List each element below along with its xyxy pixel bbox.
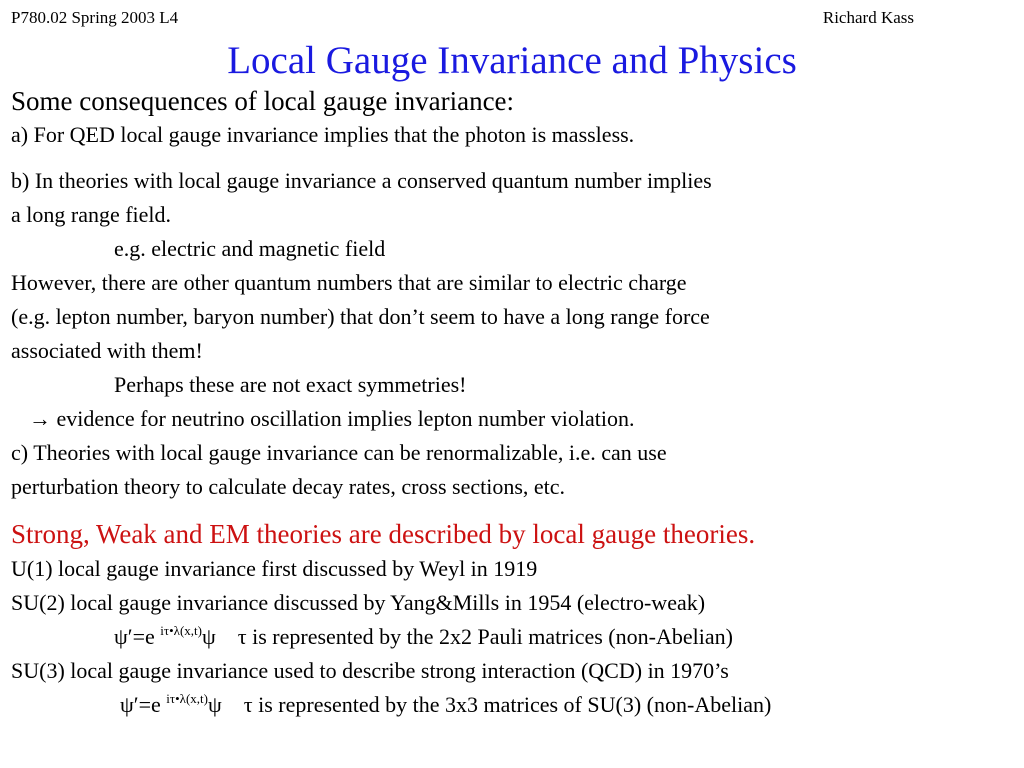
su2-eq-base: ψ′=e — [114, 624, 155, 649]
point-c-line-1: c) Theories with local gauge invariance can be renormalizable, i.e. can use — [11, 440, 667, 465]
slide-title: Local Gauge Invariance and Physics — [227, 39, 797, 82]
evidence-line — [11, 402, 1016, 436]
su2-line: SU(2) local gauge invariance discussed by Yang&Mills in 1954 (electro-weak) — [11, 590, 706, 615]
however-line-3: associated with them! — [11, 338, 203, 363]
su3-line: SU(3) local gauge invariance used to describe strong interaction (QCD) in 1970’s — [11, 658, 729, 683]
su2-eq-desc: τ is represented by the 2x2 Pauli matrices (non-Abelian) — [237, 624, 733, 649]
point-c-line-2: perturbation theory to calculate decay rates, cross sections, etc. — [11, 474, 566, 499]
su2-eq-psi: ψ — [201, 624, 216, 649]
author-header: Richard Kass — [822, 8, 914, 27]
point-b-example: e.g. electric and magnetic field — [114, 236, 386, 261]
arrow-icon: → — [29, 406, 51, 431]
however-line-2: (e.g. lepton number, baryon number) that don’t seem to have a long range force — [11, 304, 710, 329]
evidence-text: evidence for neutrino oscillation implies lepton number violation. — [56, 406, 635, 431]
highlight-statement: Strong, Weak and EM theories are described by local gauge theories. — [11, 519, 756, 549]
point-b-line-1: b) In theories with local gauge invariance a conserved quantum number implies — [11, 168, 712, 193]
perhaps-line: Perhaps these are not exact symmetries! — [114, 372, 467, 397]
su3-eq-base: ψ′=e — [120, 692, 161, 717]
su2-eq-exponent: iτ•λ(x,t) — [160, 623, 202, 638]
su3-eq-desc: τ is represented by the 3x3 matrices of SU(3) (non-Abelian) — [243, 692, 772, 717]
point-a: a) For QED local gauge invariance implies that the photon is massless. — [11, 122, 635, 147]
u1-line: U(1) local gauge invariance first discussed by Weyl in 1919 — [11, 556, 538, 581]
course-header: P780.02 Spring 2003 L4 — [11, 8, 179, 27]
su3-eq-exponent: iτ•λ(x,t) — [166, 691, 208, 706]
su3-eq-psi: ψ — [207, 692, 222, 717]
su3-equation — [11, 688, 1016, 722]
slide-content — [11, 84, 1016, 722]
section-heading: Some consequences of local gauge invariance: — [11, 86, 515, 116]
su2-equation — [11, 620, 1016, 654]
however-line-1: However, there are other quantum numbers that are similar to electric charge — [11, 270, 687, 295]
point-b-line-2: a long range field. — [11, 202, 172, 227]
